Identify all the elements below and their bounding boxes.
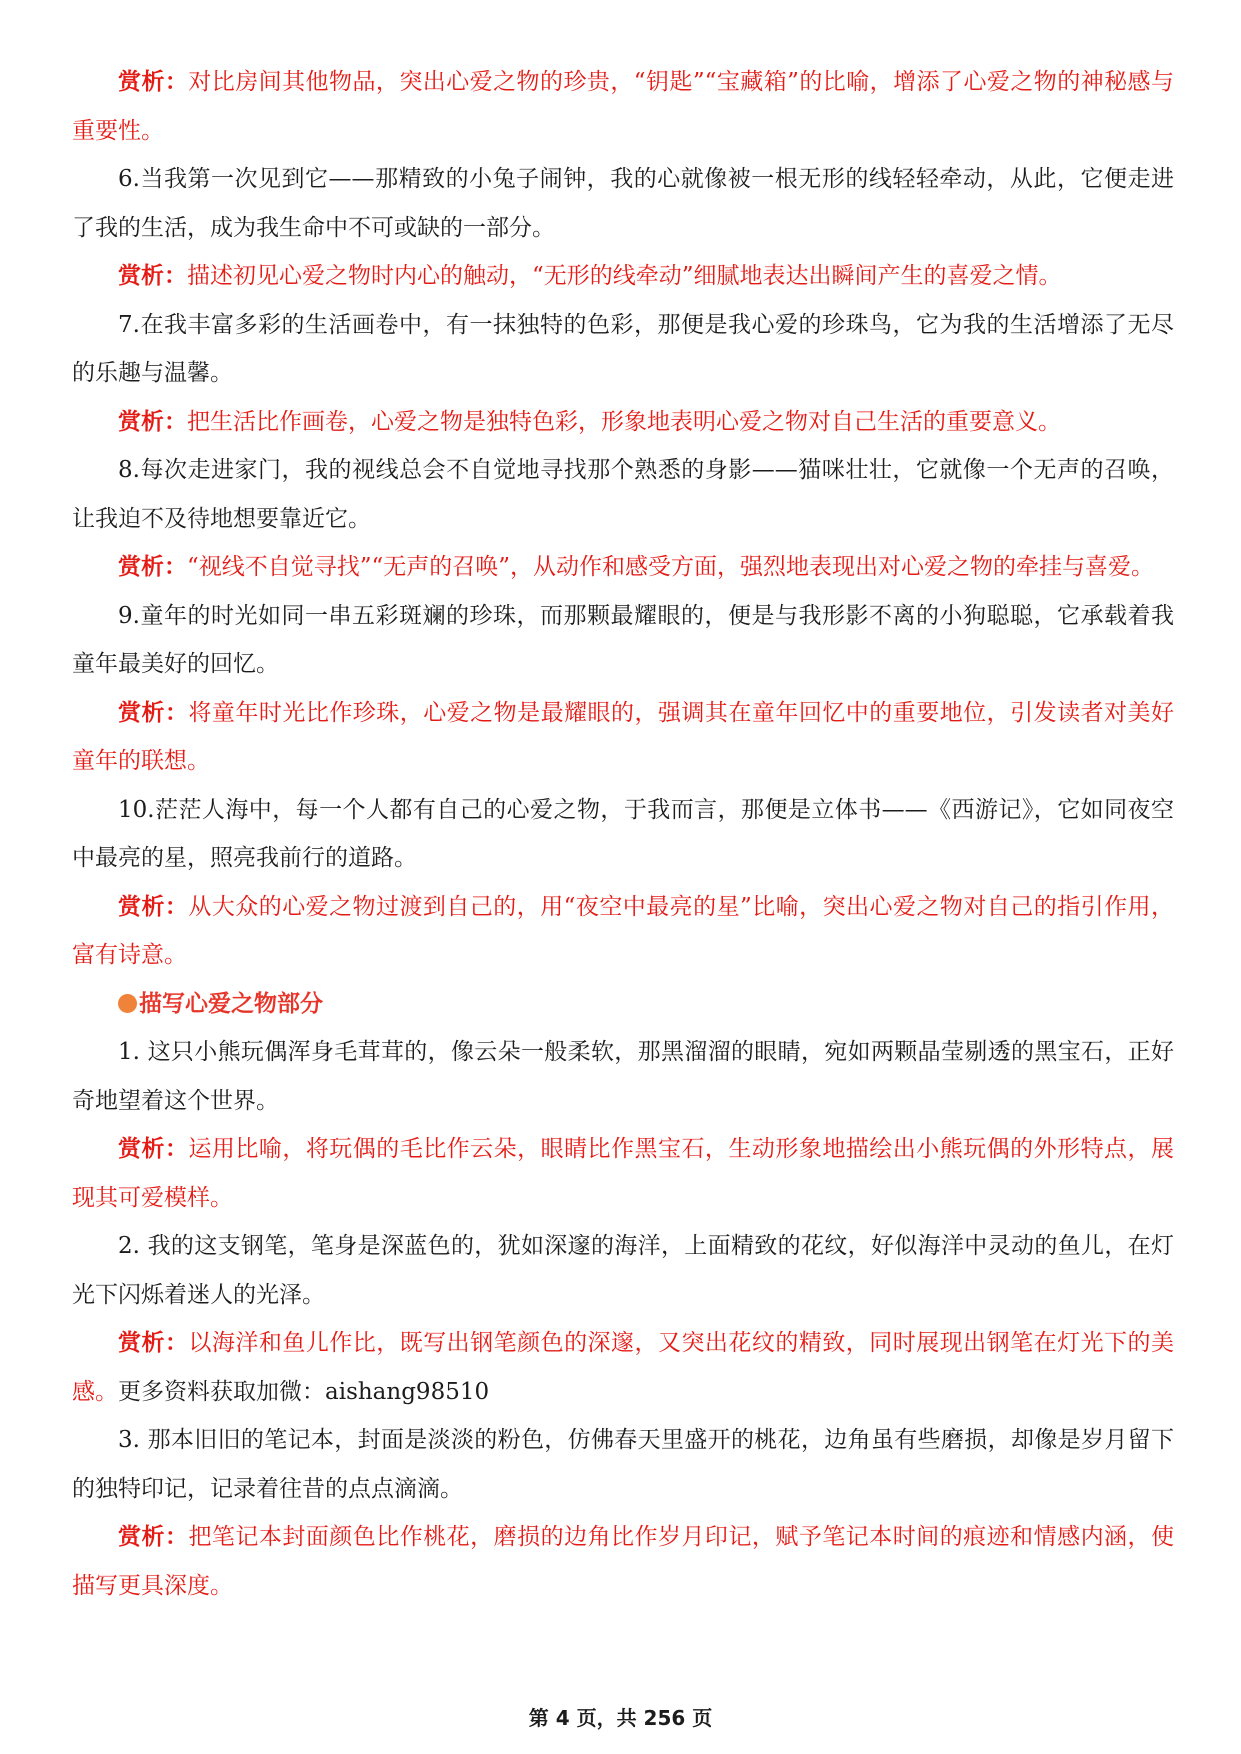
analysis-label: 赏析： xyxy=(118,407,187,435)
example-sentence: 7.在我丰富多彩的生活画卷中，有一抹独特的色彩，那便是我心爱的珍珠鸟，它为我的生活增添了无尽的乐趣与温馨。 xyxy=(72,311,1174,386)
analysis-paragraph xyxy=(72,398,1174,447)
analysis-paragraph xyxy=(72,1319,1174,1416)
analysis-paragraph xyxy=(72,883,1174,980)
analysis-text: 从大众的心爱之物过渡到自己的，用“夜空中最亮的星”比喻，突出心爱之物对自己的指引作用，富有诗意。 xyxy=(72,893,1174,968)
analysis-paragraph xyxy=(72,543,1174,592)
example-sentence: 1. 这只小熊玩偶浑身毛茸茸的，像云朵一般柔软，那黑溜溜的眼睛，宛如两颗晶莹剔透的黑宝石，正好奇地望着这个世界。 xyxy=(72,1039,1174,1114)
analysis-label: 赏析： xyxy=(118,262,187,289)
example-sentence: 9.童年的时光如同一串五彩斑斓的珍珠，而那颗最耀眼的，便是与我形影不离的小狗聪聪，它承载着我童年最美好的回忆。 xyxy=(72,602,1174,677)
analysis-text: 描述初见心爱之物时内心的触动，“无形的线牵动”细腻地表达出瞬间产生的喜爱之情。 xyxy=(187,263,1062,289)
section-heading-text: 描写心爱之物部分 xyxy=(139,990,323,1017)
analysis-paragraph xyxy=(72,1513,1174,1610)
example-sentence: 8.每次走进家门，我的视线总会不自觉地寻找那个熟悉的身影——猫咪壮壮，它就像一个无声的召唤，让我迫不及待地想要靠近它。 xyxy=(72,457,1174,532)
bullet-dot-icon xyxy=(118,994,137,1013)
analysis-paragraph xyxy=(72,58,1174,155)
analysis-paragraph xyxy=(72,1125,1174,1222)
contact-note: 更多资料获取加微：aishang98510 xyxy=(118,1378,490,1405)
analysis-text: 把笔记本封面颜色比作桃花，磨损的边角比作岁月印记，赋予笔记本时间的痕迹和情感内涵，使描写更具深度。 xyxy=(72,1524,1175,1599)
analysis-label: 赏析： xyxy=(118,553,187,580)
analysis-text: “视线不自觉寻找”“无声的召唤”，从动作和感受方面，强烈地表现出对心爱之物的牵挂与喜爱。 xyxy=(187,554,1155,580)
analysis-text: 对比房间其他物品，突出心爱之物的珍贵，“钥匙”“宝藏箱”的比喻，增添了心爱之物的神秘感与重要性。 xyxy=(72,69,1174,144)
analysis-label: 赏析： xyxy=(118,68,189,95)
analysis-text: 将童年时光比作珍珠，心爱之物是最耀眼的，强调其在童年回忆中的重要地位，引发读者对美好童年的联想。 xyxy=(72,699,1175,774)
analysis-label: 赏析： xyxy=(118,892,189,920)
analysis-text: 以海洋和鱼儿作比，既写出钢笔颜色的深邃，又突出花纹的精致，同时展现出钢笔在灯光下的美感。 xyxy=(72,1330,1175,1405)
page-content xyxy=(72,58,1174,1610)
analysis-text: 运用比喻，将玩偶的毛比作云朵，眼睛比作黑宝石，生动形象地描绘出小熊玩偶的外形特点，展现其可爱模样。 xyxy=(72,1136,1175,1211)
analysis-text: 把生活比作画卷，心爱之物是独特色彩，形象地表明心爱之物对自己生活的重要意义。 xyxy=(187,408,1061,435)
section-heading xyxy=(72,980,1174,1029)
example-sentence: 3. 那本旧旧的笔记本，封面是淡淡的粉色，仿佛春天里盛开的桃花，边角虽有些磨损，却像是岁月留下的独特印记，记录着往昔的点点滴滴。 xyxy=(72,1427,1174,1502)
page-number-footer: 第 4 页，共 256 页 xyxy=(528,1706,713,1730)
analysis-label: 赏析： xyxy=(118,698,189,726)
analysis-label: 赏析： xyxy=(118,1523,189,1550)
analysis-paragraph xyxy=(72,252,1174,301)
analysis-paragraph xyxy=(72,689,1174,786)
example-sentence: 2. 我的这支钢笔，笔身是深蓝色的，犹如深邃的海洋，上面精致的花纹，好似海洋中灵动的鱼儿，在灯光下闪烁着迷人的光泽。 xyxy=(72,1233,1174,1308)
example-sentence: 10.茫茫人海中，每一个人都有自己的心爱之物，于我而言，那便是立体书——《西游记》，它如同夜空中最亮的星，照亮我前行的道路。 xyxy=(72,796,1174,871)
analysis-label: 赏析： xyxy=(118,1135,189,1162)
analysis-label: 赏析： xyxy=(118,1329,189,1356)
example-sentence: 6.当我第一次见到它——那精致的小兔子闹钟，我的心就像被一根无形的线轻轻牵动，从此，它便走进了我的生活，成为我生命中不可或缺的一部分。 xyxy=(72,166,1174,241)
